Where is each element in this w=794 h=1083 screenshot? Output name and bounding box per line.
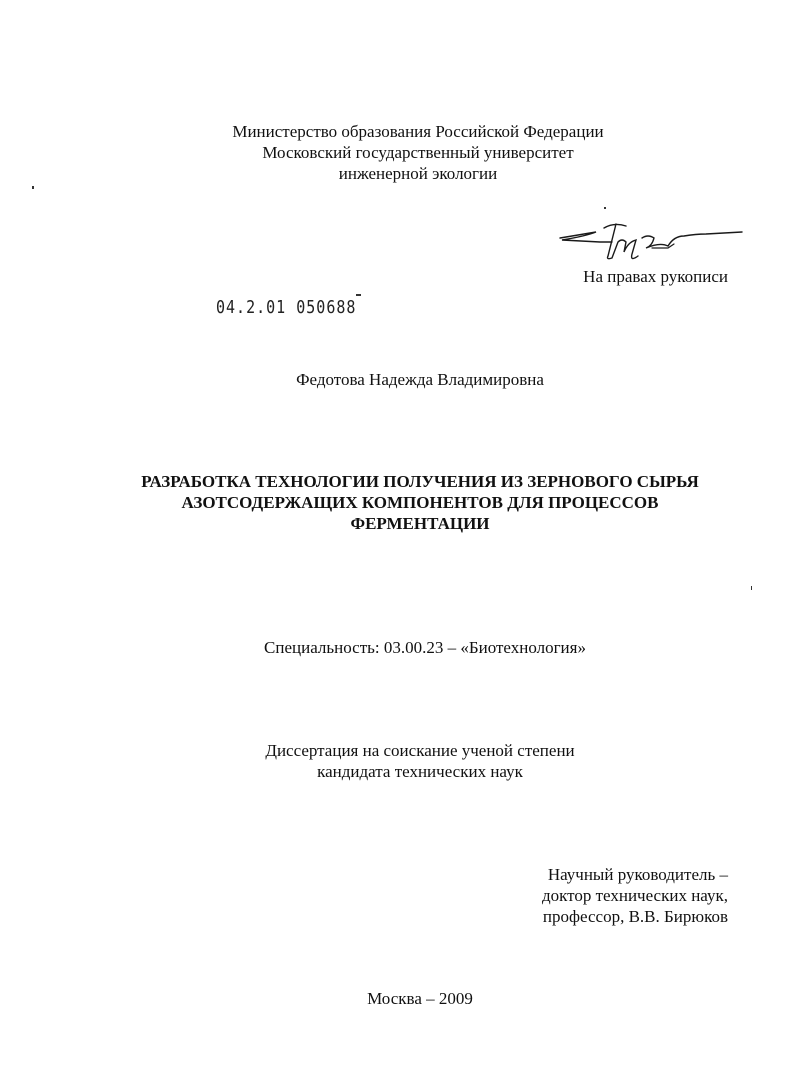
specialty-line: Специальность: 03.00.23 – «Биотехнология» [264,638,586,657]
supervisor-line: Научный руководитель – [547,865,728,884]
scan-speck [32,186,34,189]
scan-speck [751,586,752,590]
ministry-line: Министерство образования Российской Федерации [232,122,604,141]
title-line: АЗОТСОДЕРЖАЩИХ КОМПОНЕНТОВ ДЛЯ ПРОЦЕССОВ [181,493,659,512]
degree-line: кандидата технических наук [317,762,523,781]
handwritten-signature [556,212,746,262]
scan-speck [604,207,606,209]
degree-statement [200,740,640,782]
supervisor-line: доктор технических наук, [541,886,728,905]
registration-stamp: 04.2.01 050688 [216,296,357,318]
signature-drawing [556,212,746,262]
title-line: ФЕРМЕНТАЦИИ [350,514,490,533]
manuscript-rights-note: На правах рукописи [583,267,728,286]
city-year: Москва – 2009 [367,989,473,1008]
dissertation-title [60,471,780,534]
degree-line: Диссертация на соискание ученой степени [265,741,575,760]
university-subline: инженерной экологии [338,164,498,183]
scientific-supervisor [470,864,728,927]
author-name: Федотова Надежда Владимировна [296,370,544,389]
title-line: РАЗРАБОТКА ТЕХНОЛОГИИ ПОЛУЧЕНИЯ ИЗ ЗЕРНОВОГО СЫРЬЯ [141,472,699,491]
scan-speck [356,294,361,296]
university-line: Московский государственный университет [262,143,574,162]
supervisor-line: профессор, В.В. Бирюков [542,907,728,926]
institution-header [216,121,620,184]
